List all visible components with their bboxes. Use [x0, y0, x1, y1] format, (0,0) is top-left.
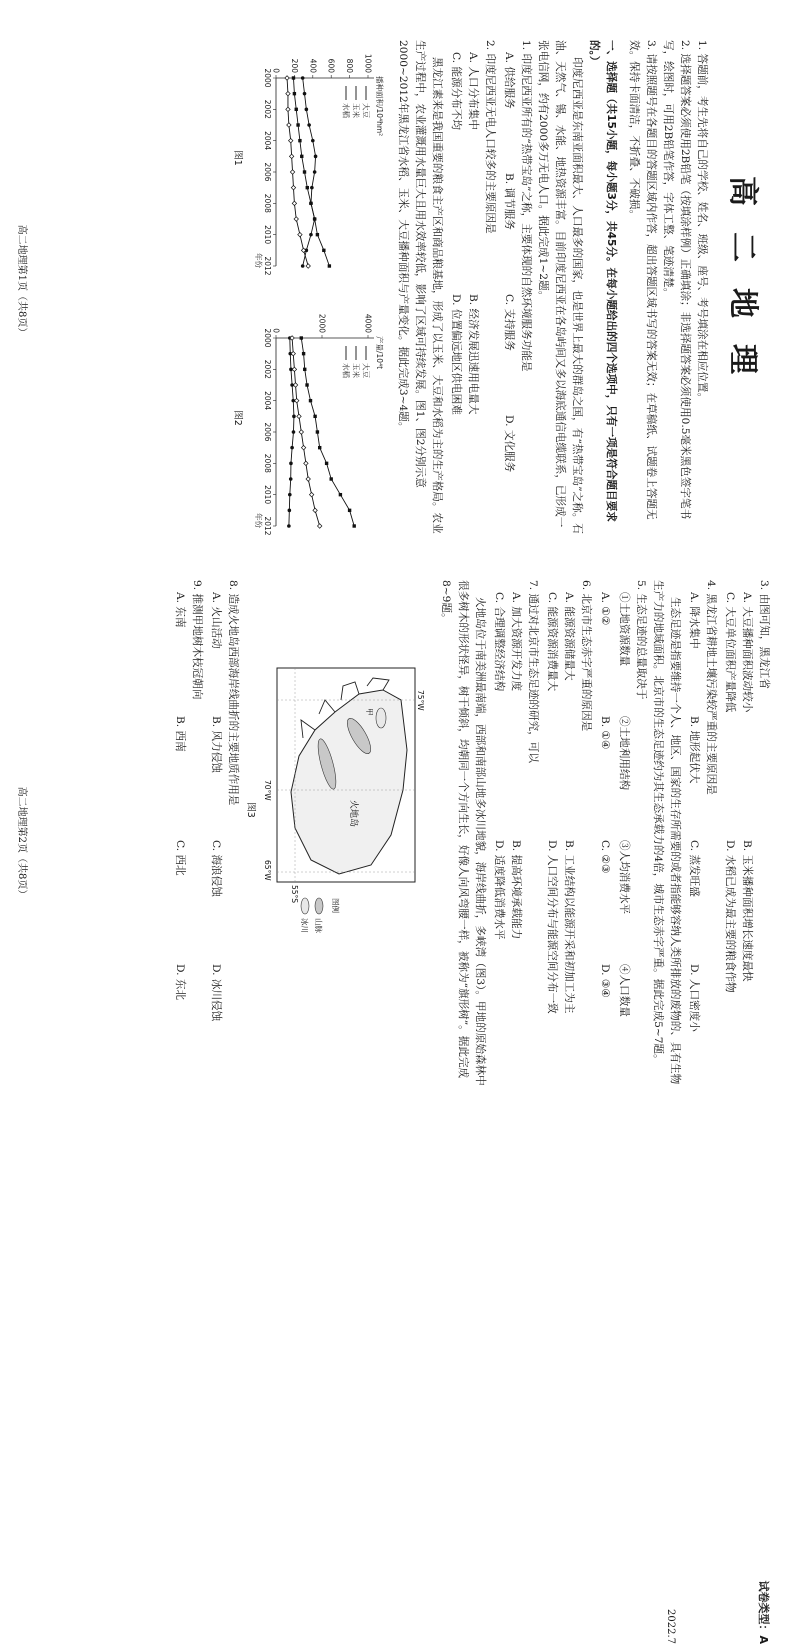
- data-point: [339, 493, 342, 496]
- island-label: 火地岛: [348, 800, 358, 828]
- figure-2: [232, 300, 388, 536]
- data-point: [316, 233, 319, 236]
- page-1: [0, 0, 794, 562]
- note-2: 2. 选择题答案必须使用2B铅笔（按填涂样例）正确填涂；非选择题答案必须使用0.5毫米黑色签字笔书写，绘图时，可用2B铅笔作答，字体工整、笔迹清楚。: [662, 40, 691, 520]
- y-tick-label: 200: [289, 58, 299, 73]
- q5-option-b: B. ①④: [599, 716, 611, 750]
- data-point: [294, 217, 298, 221]
- figure-1: [232, 40, 388, 276]
- y-axis-title: 播种面积/10⁴hm²: [375, 76, 384, 137]
- q3-options: [721, 592, 755, 1088]
- legend-label: 水稻: [341, 363, 351, 378]
- q8-options: [207, 592, 224, 1088]
- figure-1-caption: 图1: [232, 150, 243, 166]
- figure-2-caption: 图2: [232, 410, 243, 426]
- q2-option-a: A. 人口分布集中: [467, 52, 479, 130]
- legend-label: 大豆: [361, 103, 371, 118]
- x-tick-label: 2008: [263, 453, 272, 473]
- q4-option-c: C. 蒸发旺盛: [688, 840, 700, 897]
- q4-option-d: D. 人口密度小: [688, 964, 700, 1032]
- q1-options: [500, 52, 517, 536]
- note-3: 3. 请按照题号在各题目的答题区域内作答，超出答题区域书写的答案无效；在草稿纸、试题卷上答题无效。保持卡面清洁，不折叠、不破损。: [628, 40, 657, 520]
- y-tick-label: 0: [271, 68, 281, 73]
- q4-options: [685, 592, 702, 1088]
- q2-option-d: D. 位置偏远地区供电困难: [450, 294, 462, 415]
- x-tick-label: 2006: [263, 422, 272, 442]
- figure-3: [245, 660, 429, 960]
- data-point: [309, 492, 313, 496]
- q5-option-a: A. ①②: [599, 592, 611, 626]
- data-point: [301, 264, 305, 268]
- data-point: [318, 524, 322, 528]
- x-tick-label: 2004: [263, 131, 272, 151]
- q7-options: [490, 592, 524, 1088]
- passage-4: 火地岛位于南美洲最南端，西部和南部山地多冰川地貌，海岸线曲折，多峡湾（图3）。甲地的原始森林中很多树木的形状怪异，树干倾斜，均朝同一个方向生长，好像人向风弯腰一样，被称为“旗形树”。据此完成8~9题。: [440, 580, 486, 1086]
- data-point: [300, 336, 303, 339]
- legend-item-glacier: 冰川: [300, 918, 309, 933]
- q9-option-a: A. 东南: [174, 592, 186, 628]
- data-point: [288, 509, 292, 513]
- exam-title: 高二地理: [725, 176, 760, 400]
- y-tick-label: 600: [326, 58, 336, 73]
- series-line: [292, 338, 320, 526]
- q7-option-d: D. 适度降低消费水平: [493, 840, 505, 940]
- data-point: [292, 201, 296, 205]
- legend-item-mountain: 山脉: [314, 918, 323, 933]
- y-axis-title: 产量/10⁴t: [375, 336, 384, 370]
- y-tick-label: 800: [345, 58, 355, 73]
- x-tick-label: 2000: [263, 68, 272, 88]
- q9-options: [171, 592, 188, 1088]
- q4-stem: 4. 黑龙江省耕地土壤污染较严重的主要原因是: [705, 580, 717, 795]
- q7-option-a: A. 加大资源开发力度: [510, 592, 522, 692]
- figure-3-caption: 图3: [245, 802, 256, 818]
- section-heading: 一、选择题（共15小题，每小题3分，共45分。在每小题给出的四个选项中，只有一项是符合题目要求的。）: [588, 40, 617, 522]
- q9-option-d: D. 东北: [174, 964, 186, 1001]
- q4-option-b: B. 地形起伏大: [688, 716, 700, 784]
- x-tick-label: 2006: [263, 162, 272, 182]
- legend-mountain-swatch: [315, 898, 323, 914]
- exam-type-label: 试卷类型：A: [757, 1580, 770, 1644]
- q8-stem: 8. 造成火地岛西部海岸线曲折的主要地质作用是: [227, 580, 239, 806]
- data-point: [325, 462, 328, 465]
- q8-option-d: D. 冰川侵蚀: [210, 964, 222, 1022]
- data-point: [353, 524, 356, 527]
- q2-option-c: C. 能源分布不均: [450, 52, 462, 131]
- data-point: [307, 123, 311, 127]
- data-point: [313, 217, 316, 220]
- q5-items: [615, 592, 632, 1088]
- y-tick-label: 0: [271, 328, 281, 333]
- data-point: [297, 414, 301, 418]
- x-tick-label: 2012: [263, 516, 272, 536]
- q9-stem: 9. 推测甲地树木枝冠朝向: [191, 580, 203, 700]
- data-point: [314, 155, 318, 159]
- data-point: [318, 446, 321, 449]
- q3-option-b: B. 玉米播种面积增长速度最快: [741, 840, 753, 982]
- legend-label: 玉米: [351, 103, 361, 118]
- data-point: [298, 139, 301, 142]
- q6-option-a: A. 能源资源储量大: [563, 592, 575, 681]
- q6-option-d: D. 人口空间分布与能源空间分布一致: [546, 840, 558, 1014]
- x-tick-label: 2002: [263, 99, 272, 119]
- exam-date: 2022.7: [665, 1609, 676, 1644]
- data-point: [293, 383, 297, 387]
- data-point: [292, 367, 296, 371]
- q3-stem: 3. 由图可知，黑龙江省: [758, 580, 770, 689]
- data-point: [290, 170, 294, 174]
- data-point: [292, 76, 295, 79]
- q6-option-b: B. 工业结构以能源开采和初加工为主: [563, 840, 575, 1014]
- q5-item-3: ③人均消费水平: [618, 840, 630, 915]
- y-tick-label: 400: [308, 58, 318, 73]
- data-point: [289, 477, 293, 481]
- legend-label: 水稻: [341, 103, 351, 118]
- place-label: 甲: [365, 708, 374, 716]
- q3-option-c: C. 大豆单位面积产量降低: [724, 592, 736, 713]
- data-point: [310, 186, 314, 190]
- figure-1-chart: [248, 40, 388, 276]
- q3-option-d: D. 水稻已成为最主要的粮食作物: [724, 840, 736, 993]
- q5-item-1: ①土地资源数量: [618, 592, 630, 667]
- data-point: [305, 108, 309, 112]
- q5-option-d: D. ③④: [599, 964, 611, 998]
- q1-option-d: D. 文化服务: [503, 415, 515, 473]
- data-point: [289, 462, 293, 466]
- lat-label-55s: 55°S: [290, 885, 299, 904]
- data-point: [291, 351, 295, 355]
- data-point: [313, 170, 317, 174]
- x-axis-title: 年份: [254, 253, 263, 268]
- data-point: [298, 232, 302, 236]
- lon-label-75w: 75°W: [416, 690, 425, 711]
- data-point: [305, 383, 308, 386]
- data-point: [328, 264, 331, 267]
- q1-option-b: B. 调节服务: [503, 173, 515, 230]
- q8-option-c: C. 海浪侵蚀: [210, 840, 222, 897]
- q9-option-b: B. 西南: [174, 716, 186, 752]
- q5-stem: 5. 生态足迹的总量取决于: [635, 580, 647, 700]
- data-point: [303, 368, 306, 371]
- x-tick-label: 2000: [263, 328, 272, 348]
- data-point: [288, 493, 292, 497]
- data-point: [302, 352, 305, 355]
- data-point: [287, 123, 291, 127]
- y-tick-label: 1000: [363, 53, 373, 73]
- lon-label-65w: 65°W: [263, 860, 272, 881]
- q6-option-c: C. 能源资源消费量大: [546, 592, 558, 692]
- data-point: [309, 399, 312, 402]
- passage-3: 生态足迹是指要维持一个人、地区、国家的生存所需要的或者指能够容纳人类所排放的废物的、具有生物生产力的地域面积。北京市的生态足迹约为其生态承载力的4倍，城市生态赤字严重。据此完成5~7题。: [652, 580, 681, 1085]
- q6-options: [543, 592, 577, 1088]
- y-tick-label: 2000: [317, 313, 327, 333]
- q9-option-c: C. 西北: [174, 840, 186, 876]
- data-point: [316, 430, 319, 433]
- legend-label: 玉米: [351, 363, 361, 378]
- data-point: [322, 249, 325, 252]
- q2-options: [447, 52, 481, 536]
- data-point: [292, 430, 296, 434]
- q8-option-a: A. 火山活动: [210, 592, 222, 649]
- x-tick-label: 2008: [263, 193, 272, 213]
- page-2-footer: 高二地理第2页（共8页）: [16, 786, 27, 900]
- q5-item-4: ④人口数量: [618, 964, 630, 1017]
- x-tick-label: 2004: [263, 391, 272, 411]
- data-point: [304, 461, 308, 465]
- q5-option-c: C. ②③: [599, 840, 611, 874]
- passage-2: 黑龙江素来是我国重要的粮食主产区和商品粮基地，形成了以玉米、大豆和水稻为主的生产格局。农业生产过程中，农业灌溉用水量巨大且用水效率较低，影响了区域可持续发展。图1、图2分别示意2000~2012年黑龙江省水稻、玉米、大豆播种面积与产量变化。据此完成3~4题。: [397, 40, 443, 534]
- passage-1: 印度尼西亚是东南亚面积最大、人口最多的国家，也是世界上最大的群岛之国，有“热带宝岛”之称。石油、天然气、锡、水能、地热资源丰富。目前印度尼西亚在各岛屿间又多以海底通信电缆联系，已形成一张电信网，约有2000多万无电人口。据此完成1~2题。: [537, 40, 583, 534]
- data-point: [285, 76, 289, 80]
- data-point: [295, 398, 299, 402]
- data-point: [291, 185, 295, 189]
- q2-stem: 2. 印度尼西亚无电人口较多的主要原因是: [484, 40, 496, 234]
- data-point: [301, 76, 305, 80]
- lon-label-70w: 70°W: [263, 780, 272, 801]
- data-point: [311, 139, 315, 143]
- data-point: [293, 92, 296, 95]
- q1-option-a: A. 供给服务: [503, 52, 515, 109]
- figure-3-map: [261, 660, 429, 960]
- data-point: [289, 138, 293, 142]
- data-point: [309, 233, 313, 237]
- q1-stem: 1. 印度尼西亚所有的“热带宝岛”之称，主要体现的自然环境服务功能是: [520, 40, 532, 372]
- q7-stem: 7. 通过对北京市生态足迹的研究，可以: [527, 580, 539, 763]
- data-point: [306, 477, 310, 481]
- note-1: 1. 答题前，考生先将自己的学校、姓名、班级、座号、考号填涂在相应位置。: [696, 40, 708, 404]
- data-point: [300, 155, 303, 158]
- q5-item-2: ②土地利用结构: [618, 716, 630, 791]
- data-point: [330, 477, 333, 480]
- q7-option-b: B. 提高环境承载能力: [510, 840, 522, 940]
- series-line: [293, 78, 329, 266]
- legend-glacier-swatch: [301, 898, 309, 914]
- x-tick-label: 2010: [263, 485, 272, 505]
- page-1-footer: 高二地理第1页（共8页）: [16, 224, 27, 338]
- legend-title: 图例: [331, 898, 340, 913]
- data-point: [303, 170, 306, 173]
- q5-options: [596, 592, 613, 1088]
- data-point: [286, 91, 290, 95]
- glacier-area: [376, 708, 386, 728]
- y-tick-label: 4000: [363, 313, 373, 333]
- data-point: [301, 248, 305, 252]
- data-point: [306, 264, 310, 268]
- q2-option-b: B. 经济发展迅速用电量大: [467, 294, 479, 415]
- data-point: [295, 108, 298, 111]
- q4-option-a: A. 降水集中: [688, 592, 700, 649]
- data-point: [303, 92, 307, 96]
- data-point: [313, 415, 316, 418]
- q8-option-b: B. 风力侵蚀: [210, 716, 222, 773]
- figure-2-chart: [248, 300, 388, 536]
- data-point: [290, 446, 294, 450]
- q3-option-a: A. 大豆播种面积波动较小: [741, 592, 753, 713]
- x-tick-label: 2012: [263, 256, 272, 276]
- data-point: [348, 509, 351, 512]
- data-point: [301, 445, 305, 449]
- q7-option-c: C. 合理调整经济结构: [493, 592, 505, 692]
- data-point: [296, 123, 299, 126]
- q6-stem: 6. 北京市生态赤字严重的原因是: [580, 580, 592, 732]
- x-tick-label: 2010: [263, 225, 272, 245]
- legend-label: 大豆: [361, 363, 371, 378]
- data-point: [299, 430, 303, 434]
- data-point: [286, 107, 290, 111]
- x-axis-title: 年份: [254, 513, 263, 528]
- data-point: [313, 508, 317, 512]
- data-point: [306, 186, 309, 189]
- charts-row: [232, 40, 388, 536]
- data-point: [292, 415, 296, 419]
- data-point: [309, 202, 312, 205]
- q1-option-c: C. 支持服务: [503, 294, 515, 351]
- data-point: [287, 524, 291, 528]
- x-tick-label: 2002: [263, 359, 272, 379]
- page-2: [0, 562, 794, 1644]
- data-point: [289, 154, 293, 158]
